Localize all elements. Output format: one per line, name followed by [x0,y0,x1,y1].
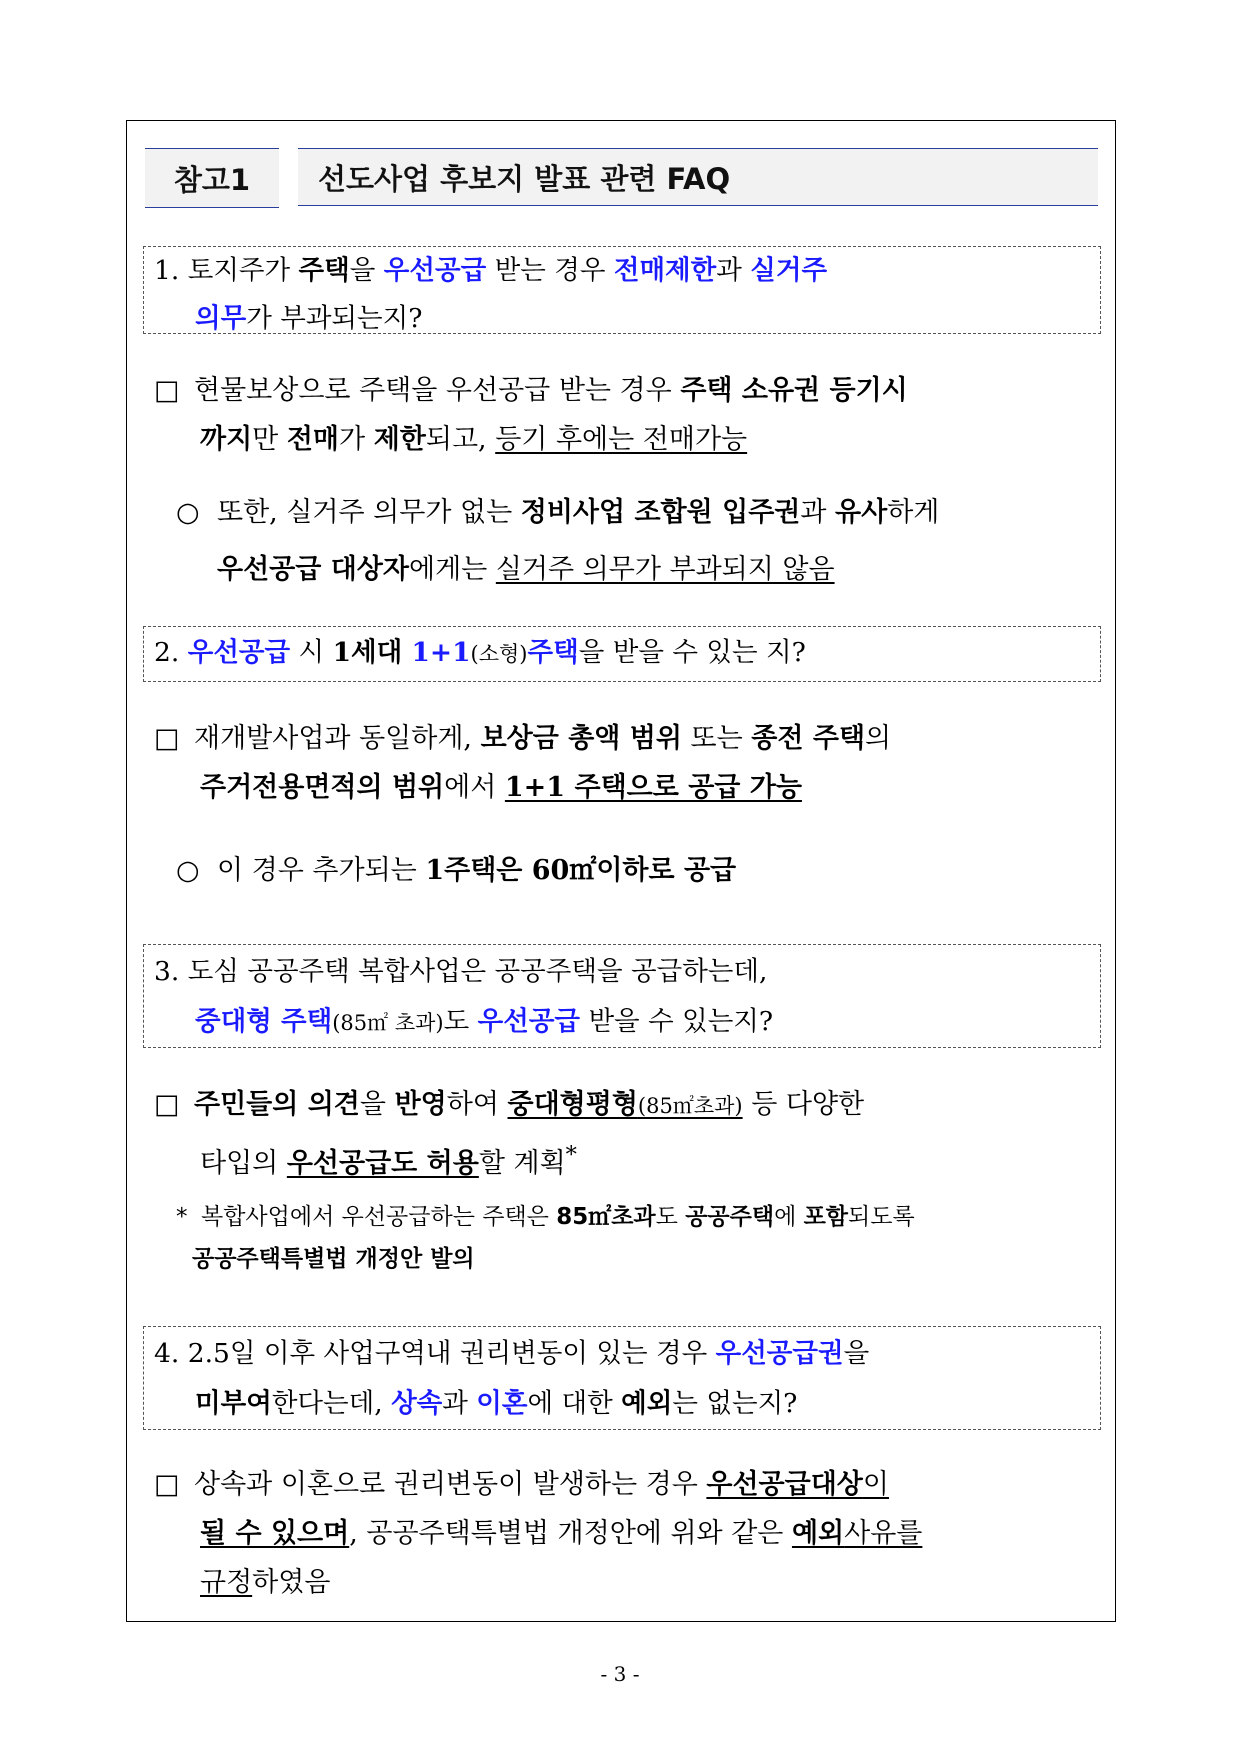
asterisk-icon: * [176,1204,188,1230]
bullet-icon: ○ [176,497,200,528]
text: (85㎡ 초과) [332,1011,444,1035]
text: 하였음 [252,1567,331,1598]
question-3 [143,944,1101,1048]
text: 주택 [298,255,350,286]
page-title-text: 선도사업 후보지 발표 관련 FAQ [318,161,731,196]
question-1 [143,246,1101,334]
text: 상속과 이혼으로 권리변동이 발생하는 경우 [194,1469,707,1500]
text: 는 없는지? [672,1388,798,1419]
underlined-text: 예외 [791,1518,845,1549]
text: 받을 수 있는지? [580,1006,774,1037]
highlight: 1+1 [411,637,471,668]
text: 공공주택특별법 개정안 발의 [192,1246,475,1272]
underlined-text: 이 [862,1469,889,1500]
text: 할 계획 [478,1148,566,1179]
footnote-3 [176,1196,1106,1280]
underlined-text: 사유를 [844,1518,923,1549]
text: 공공주택 [685,1204,775,1230]
text: 을 [843,1338,870,1369]
highlight: 우선공급 [187,637,291,668]
text: 등 다양한 [742,1089,865,1120]
question-number: 4. [154,1338,188,1369]
answer-1 [154,366,1104,464]
answer-2-sub [176,842,1106,899]
text: 주택 소유권 등기시 [680,375,908,406]
checkbox-icon: □ [154,723,180,754]
text: 타입의 [200,1148,287,1179]
underlined-text: 우선공급도 허용 [286,1148,479,1179]
underlined-text: 중대형평형 [507,1089,638,1120]
underlined-text: 규정 [200,1567,253,1598]
question-number: 1. [154,255,188,286]
text: 에서 [444,772,505,803]
text: 한다는데, [271,1388,392,1419]
text: 반영 [394,1089,447,1120]
highlight: 우선공급권 [715,1338,844,1369]
page-title [298,148,1098,206]
reference-label [145,148,279,208]
underlined-text: 등기 후에는 전매가능 [495,424,748,455]
text: 2.5일 이후 사업구역내 권리변동이 있는 경우 [187,1338,716,1369]
answer-3 [154,1080,1104,1188]
text: 보상금 총액 범위 [480,723,682,754]
answer-1-sub [176,484,1106,598]
text: 85㎡초과 [556,1204,656,1230]
answer-4 [154,1460,1104,1607]
bullet-icon: ○ [176,855,200,886]
reference-label-text: 참고1 [173,162,251,197]
checkbox-icon: □ [154,1469,180,1500]
text: 종전 주택 [751,723,866,754]
text: 되고, [425,424,496,455]
checkbox-icon: □ [154,1089,180,1120]
underlined-text: 1+1 주택으로 공급 가능 [504,772,802,803]
text: 의 [865,723,892,754]
text: 시 [290,637,333,668]
text: 과 [442,1388,477,1419]
text: 가 [339,424,374,455]
text: 을 받을 수 있는 지? [578,637,806,668]
highlight: 전매제한 [613,255,717,286]
highlight: 우선공급 [383,255,487,286]
text: 하게 [887,497,940,528]
question-number: 3. [154,956,188,987]
page-number: - 3 - [600,1662,640,1686]
highlight: 상속 [391,1388,443,1419]
highlight: 우선공급 [477,1006,581,1037]
text: 도 [655,1204,686,1230]
underlined-text: (85㎡초과) [637,1094,743,1118]
text: 주거전용면적의 범위 [200,772,445,803]
checkbox-icon: □ [154,375,180,406]
text: 현물보상으로 주택을 우선공급 받는 경우 [194,375,681,406]
text: 을 [349,255,384,286]
text: 과 [800,497,836,528]
text: 토지주가 [187,255,299,286]
text: 1주택은 60㎡이하로 공급 [425,855,737,886]
text: 에 [774,1204,804,1230]
text: 도심 공공주택 복합사업은 공공주택을 공급하는데, [187,956,768,987]
text: 과 [716,255,751,286]
text: 가 부과되는지? [246,303,423,334]
answer-2 [154,714,1104,812]
text: 에 대한 [527,1388,622,1419]
underlined-text: 우선공급대상 [706,1469,863,1500]
text: 에게는 [408,554,496,585]
text: 복합사업에서 우선공급하는 주택은 [201,1204,557,1230]
text: 포함 [803,1204,849,1230]
text: 또는 [681,723,752,754]
text: 예외 [621,1388,673,1419]
text: 되도록 [848,1204,915,1230]
text: 또한, 실거주 의무가 없는 [217,497,521,528]
highlight: 의무 [195,303,247,334]
text: 이 경우 추가되는 [217,855,426,886]
question-4 [143,1326,1101,1430]
text: 도 [443,1006,478,1037]
text: 만 [252,424,287,455]
text: 1세대 [332,637,412,668]
text: 주민들의 의견 [194,1089,360,1120]
text: 전매 [286,424,340,455]
highlight: 이혼 [476,1388,528,1419]
highlight: 중대형 주택 [195,1006,333,1037]
text: , 공공주택특별법 개정안에 위와 같은 [349,1518,792,1549]
text: 까지 [200,424,253,455]
text: 재개발사업과 동일하게, [194,723,481,754]
text: 유사 [835,497,888,528]
text: 정비사업 조합원 입주권 [520,497,801,528]
underlined-text: 실거주 의무가 부과되지 않음 [495,554,835,585]
text: 하여 [446,1089,508,1120]
question-number: 2. [154,637,188,668]
footnote-mark: * [565,1142,577,1168]
text: 받는 경우 [486,255,614,286]
text: 미부여 [195,1388,272,1419]
underlined-text: 될 수 있으며 [200,1518,350,1549]
text: 제한 [373,424,426,455]
question-2 [143,626,1101,682]
highlight: 주택 [527,637,579,668]
text: (소형) [470,642,528,666]
text: 우선공급 대상자 [217,554,409,585]
text: 을 [359,1089,395,1120]
highlight: 실거주 [750,255,828,286]
